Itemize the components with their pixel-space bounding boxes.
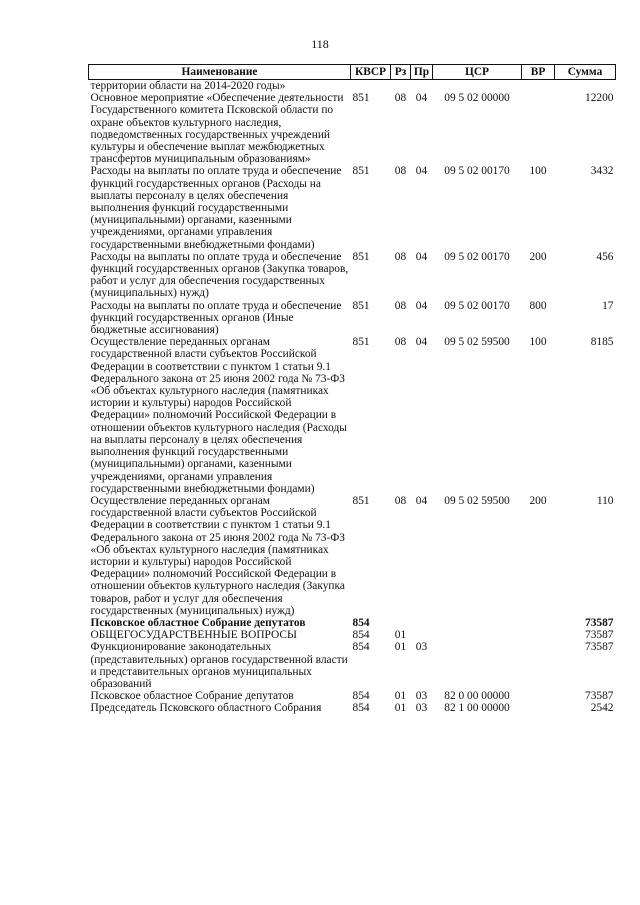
cell-kvsr: 854 [352,641,370,654]
cell-kvsr: 851 [352,299,370,312]
table-row [89,641,616,690]
header-kvsr: КВСР [351,65,391,80]
cell-vr [522,702,555,714]
cell-rz: 08 [394,165,407,178]
cell-csr [433,641,522,690]
cell-pr: 04 [415,336,428,349]
cell-pr [411,617,433,629]
cell-pr [411,80,433,93]
cell-name: Псковское областное Собрание депутатов [90,616,306,629]
cell-vr [522,629,555,641]
cell-vr [522,617,555,629]
cell-vr: 200 [529,494,547,507]
cell-sum: 456 [596,250,614,263]
cell-kvsr [351,80,391,93]
header-pr: Пр [411,65,433,80]
cell-pr: 03 [415,641,428,654]
header-rz: Рз [391,65,411,80]
table-row [89,617,616,629]
cell-sum: 17 [602,299,614,312]
cell-kvsr: 851 [352,250,370,263]
table-row [89,690,616,702]
budget-table [88,64,616,715]
cell-sum: 12200 [585,92,614,105]
cell-kvsr: 854 [352,616,370,629]
cell-csr: 09 5 02 59500 [444,494,510,507]
cell-name: Председатель Псковского областного Собрания [90,702,322,715]
cell-kvsr: 851 [352,336,370,349]
table-row [89,495,616,617]
cell-rz [391,617,411,629]
table-row [89,92,616,165]
cell-rz: 01 [394,690,407,703]
cell-sum: 3432 [590,165,614,178]
cell-sum: 110 [596,494,614,507]
cell-rz: 08 [394,336,407,349]
table-row [89,251,616,300]
cell-name: ОБЩЕГОСУДАРСТВЕННЫЕ ВОПРОСЫ [90,629,297,642]
cell-name: Основное мероприятие «Обеспечение деятельности Государственного комитета Псковской области по охране объектов культурного наследия, подведомственных государственных учреждений культуры и обеспечение выплат межбюджетных трансфертов муниципальным образованиям» [90,92,344,166]
cell-kvsr: 851 [352,92,370,105]
cell-csr [433,80,522,93]
page-number: 118 [311,37,329,51]
cell-kvsr: 851 [352,494,370,507]
cell-sum: 8185 [590,336,614,349]
cell-pr: 04 [415,299,428,312]
cell-sum: 73587 [585,641,614,654]
cell-pr: 04 [415,165,428,178]
cell-pr: 04 [415,494,428,507]
cell-csr [433,617,522,629]
cell-sum [555,80,616,93]
cell-rz: 08 [394,299,407,312]
cell-kvsr: 854 [352,629,370,642]
cell-pr: 03 [415,702,428,715]
cell-pr: 04 [415,92,428,105]
cell-name: Расходы на выплаты по оплате труда и обеспечение функций государственных органов (Закупка товаров, работ и услуг для обеспечения государственных (муниципальных) нужд) [90,250,349,300]
cell-rz: 01 [394,629,407,642]
cell-name: Осуществление переданных органам государственной власти субъектов Российской Федерации в соответствии с пунктом 1 статьи 9.1 Федерального закона от 25 июня 2002 года № 73-ФЗ «Об объектах культурного наследия (памятниках истории и культуры) народов Российской Федерации» полномочий Российской Федерации в отношении объектов культурного наследия (Расходы на выплаты персоналу в целях обеспечения выполнения функций государственными (муниципальными) органами, казенными учреждениями, органами управления государственными внебюджетными фондами) [90,336,347,495]
header-csr: ЦСР [433,65,522,80]
cell-rz: 08 [394,250,407,263]
cell-vr [522,641,555,690]
cell-pr [411,629,433,641]
cell-vr [522,690,555,702]
cell-vr: 200 [529,250,547,263]
header-sum: Сумма [555,65,616,80]
cell-csr: 09 5 02 59500 [444,336,510,349]
cell-rz: 01 [394,641,407,654]
cell-name: Расходы на выплаты по оплате труда и обеспечение функций государственных органов (Расходы на выплаты персоналу в целях обеспечения выполнения функций государственными (муниципальными) органами, казенными учреждениями, органами управления государственными внебюджетными фондами) [90,165,342,251]
table-row [89,702,616,714]
cell-vr: 800 [529,299,547,312]
cell-rz [391,80,411,93]
cell-csr: 82 1 00 00000 [444,702,510,715]
table-row [89,300,616,337]
cell-vr: 100 [529,165,547,178]
cell-sum: 73587 [585,616,614,629]
cell-csr: 09 5 02 00170 [444,299,510,312]
cell-pr: 04 [415,250,428,263]
table-row [89,629,616,641]
cell-name: Осуществление переданных органам государственной власти субъектов Российской Федерации в соответствии с пунктом 1 статьи 9.1 Федерального закона от 25 июня 2002 года № 73-ФЗ «Об объектах культурного наследия (памятниках истории и культуры) народов Российской Федерации» полномочий Российской Федерации в отношении объектов культурного наследия (Закупка товаров, работ и услуг для обеспечения государственных (муниципальных) нужд) [90,494,345,617]
cell-vr [522,80,555,93]
header-vr: ВР [522,65,555,80]
table-row [89,336,616,495]
cell-rz: 01 [394,702,407,715]
cell-rz: 08 [394,494,407,507]
cell-sum: 73587 [585,690,614,703]
table-body [89,80,616,715]
cell-csr [433,629,522,641]
cell-vr: 100 [529,336,547,349]
cell-csr: 09 5 02 00170 [444,250,510,263]
cell-kvsr: 854 [352,702,370,715]
cell-rz: 08 [394,92,407,105]
table-row [89,80,616,93]
table-row [89,165,616,250]
cell-name: Функционирование законодательных (представительных) органов государственной власти и представительных органов муниципальных образований [90,641,348,690]
cell-csr: 09 5 02 00000 [444,92,510,105]
cell-kvsr: 854 [352,690,370,703]
cell-vr [522,92,555,165]
cell-kvsr: 851 [352,165,370,178]
cell-csr: 09 5 02 00170 [444,165,510,178]
table-header-row [89,65,616,80]
cell-sum: 2542 [590,702,614,715]
cell-name: Псковское областное Собрание депутатов [90,690,294,703]
cell-sum: 73587 [585,629,614,642]
cell-name: Расходы на выплаты по оплате труда и обеспечение функций государственных органов (Иные бюджетные ассигнования) [90,299,342,337]
cell-name: территории области на 2014-2020 годы» [90,80,286,92]
cell-pr: 03 [415,690,428,703]
cell-csr: 82 0 00 00000 [444,690,510,703]
header-name: Наименование [89,65,351,80]
